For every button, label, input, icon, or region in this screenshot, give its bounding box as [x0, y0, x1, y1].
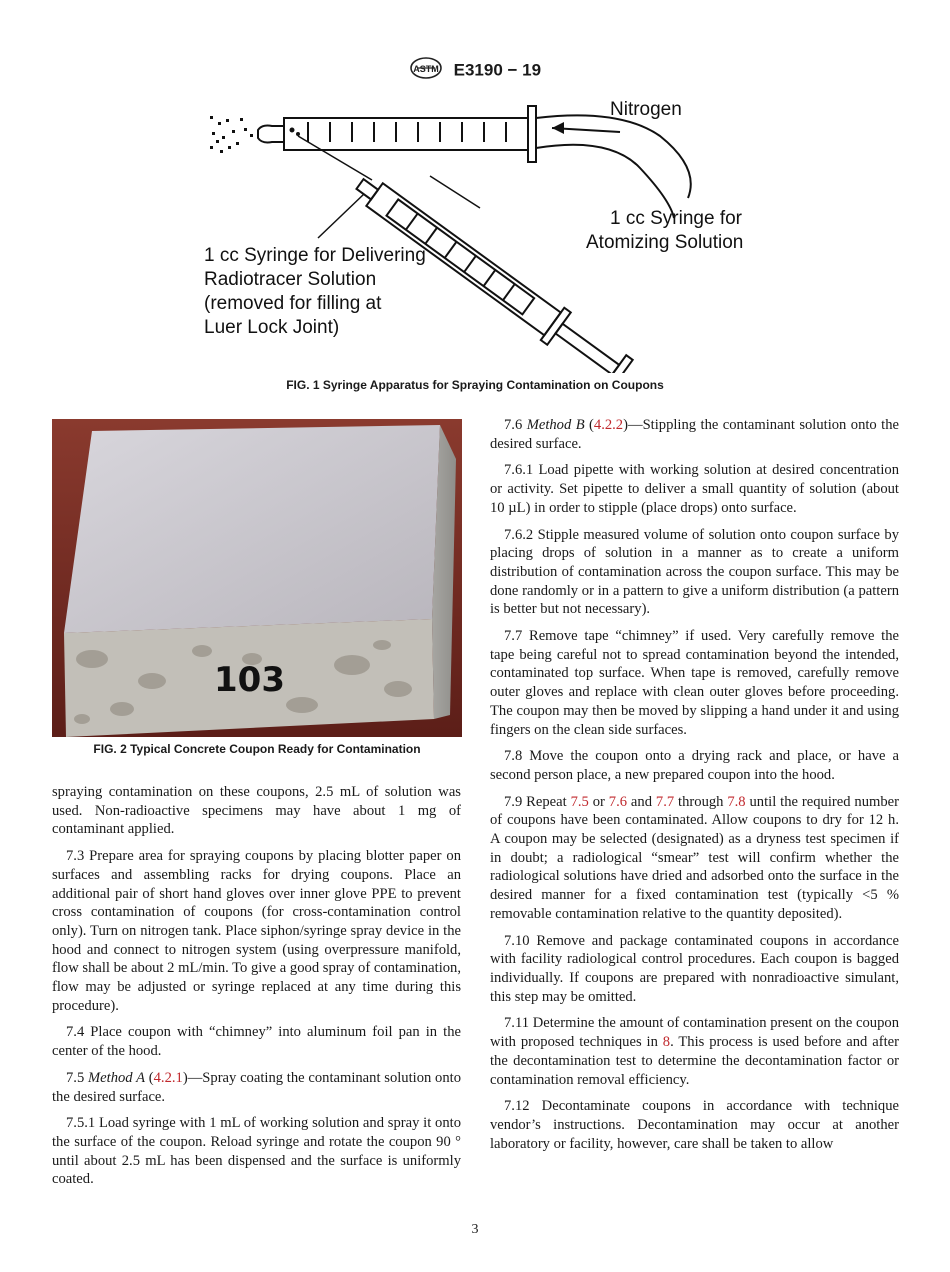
paragraph-7-6-1: 7.6.1 Load pipette with working solution at desired concentration or activity. Set pipette to deliver a small quantity of solution (about 10 µL) in order to stipple (place drops) onto surface.: [490, 462, 899, 516]
left-column: [52, 783, 461, 1197]
nitrogen-flow-arrow-icon: [552, 122, 620, 134]
svg-text:ASTM: ASTM: [413, 64, 439, 74]
paragraph-7-5-1: 7.5.1 Load syringe with 1 mL of working solution and spray it onto the surface of the coupon. Reload syringe and rotate the coupon 90 ° until about 2.5 mL has been dispensed and the surface is uniformly coated.: [52, 1115, 461, 1188]
atomizing-label-line1: 1 cc Syringe for: [610, 208, 742, 229]
paragraph-7-11: 7.11 Determine the amount of contamination present on the coupon with proposed techniques in 8. This process is used before and after the decontamination test to determine the decontamination factor or contamination removal efficiency.: [490, 1015, 899, 1088]
delivering-label-line2: Radiotracer Solution: [204, 269, 377, 290]
nitrogen-label: Nitrogen: [610, 99, 682, 120]
standard-designation: E3190 − 19: [453, 60, 542, 80]
paragraph-7-7: 7.7 Remove tape “chimney” if used. Very carefully remove the tape being careful not to spread contamination beyond the intended, contaminated top surface. When tape is removed, carefully remove outer gloves and replace with clean outer gloves before proceeding. The coupon may then be moved by slipping a hand under it and using fingers on the clean side surfaces.: [490, 628, 899, 738]
atomizing-label-line2: Atomizing Solution: [586, 232, 744, 253]
page-number: 3: [471, 1222, 479, 1237]
ref-link[interactable]: 8: [662, 1034, 671, 1051]
paragraph-7-3: 7.3 Prepare area for spraying coupons by placing blotter paper on surfaces and assembling racks for drying coupons. Place an additional pair of short hand gloves over inner glove PPE to prevent cross contamination of coupons (for cross-contamination control only). Turn on nitrogen tank. Place siphon/syringe spray device in the hood and connect to nitrogen system (using overpressure manifold, flow shall be about 2 mL/min. To give a good spray of contamination, flow may be adjusted or syringe replaced at any time during this procedure).: [52, 848, 461, 1014]
ref-link[interactable]: 7.6: [608, 793, 628, 810]
delivering-syringe: [348, 168, 634, 373]
syringe-apparatus-diagram: [200, 88, 760, 373]
paragraph-7-6: 7.6 Method B (4.2.2)—Stippling the contaminant solution onto the desired surface.: [490, 417, 899, 452]
ref-link[interactable]: 4.2.1: [153, 1069, 183, 1086]
concrete-coupon-photo: [52, 419, 462, 737]
coupon-number: 103: [214, 660, 285, 700]
ref-link[interactable]: 4.2.2: [593, 417, 624, 433]
ref-link[interactable]: 7.8: [727, 793, 746, 810]
ref-link[interactable]: 7.7: [655, 793, 675, 810]
ref-link[interactable]: 7.5: [570, 793, 589, 810]
paragraph-7-9: 7.9 Repeat 7.5 or 7.6 and 7.7 through 7.8 until the required number of coupons have been contaminated. Allow coupons to dry for 12 h. A coupon may be selected (designated) as a dryness test specimen if in doubt; a radiological “smear” test will confirm whether the radiological solutions have dried and adsorbed onto the surface in the desired manner for a fixed contamination test (typically <5 % removable contamination relative to the quantity deposited).: [490, 793, 899, 922]
page-header: [0, 56, 950, 85]
delivering-label-line3: (removed for filling at: [204, 293, 382, 314]
paragraph-7-10: 7.10 Remove and package contaminated coupons in accordance with facility radiological control procedures. Each coupon is bagged individually. If coupons are prepared with nonradioactive simulant, this step may be omitted.: [490, 932, 899, 1005]
paragraph-7-5: 7.5 Method A (4.2.1)—Spray coating the contaminant solution onto the desired surface.: [52, 1069, 461, 1105]
delivering-label-line4: Luer Lock Joint): [204, 317, 340, 338]
paragraph-7-6-2: 7.6.2 Stipple measured volume of solution onto coupon surface by placing drops of solution in a manner as to create a uniform distribution of contamination across the coupon surface. This may be done randomly or in a pattern to give a uniform distribution (a pattern is better but not necessary).: [490, 526, 899, 618]
delivering-label-line1: 1 cc Syringe for Delivering: [204, 245, 426, 266]
figure2-caption: FIG. 2 Typical Concrete Coupon Ready for Contamination: [93, 742, 421, 756]
spray-dots-icon: [210, 116, 253, 153]
paragraph-7-4: 7.4 Place coupon with “chimney” into aluminum foil pan in the center of the hood.: [52, 1024, 461, 1060]
astm-logo-icon: [409, 56, 443, 85]
figure1-caption: FIG. 1 Syringe Apparatus for Spraying Contamination on Coupons: [286, 378, 664, 392]
right-column: [490, 416, 899, 1161]
paragraph: spraying contamination on these coupons, 2.5 mL of solution was used. Non-radioactive specimens may have about 1 mg of contaminant applied.: [52, 784, 461, 838]
paragraph-7-8: 7.8 Move the coupon onto a drying rack and place, or have a second person place, a new prepared coupon into the hood.: [490, 748, 899, 783]
paragraph-7-12: 7.12 Decontaminate coupons in accordance with technique vendor’s instructions. Decontamination may occur at another laboratory or facility, however, care shall be taken to allow: [490, 1098, 899, 1152]
